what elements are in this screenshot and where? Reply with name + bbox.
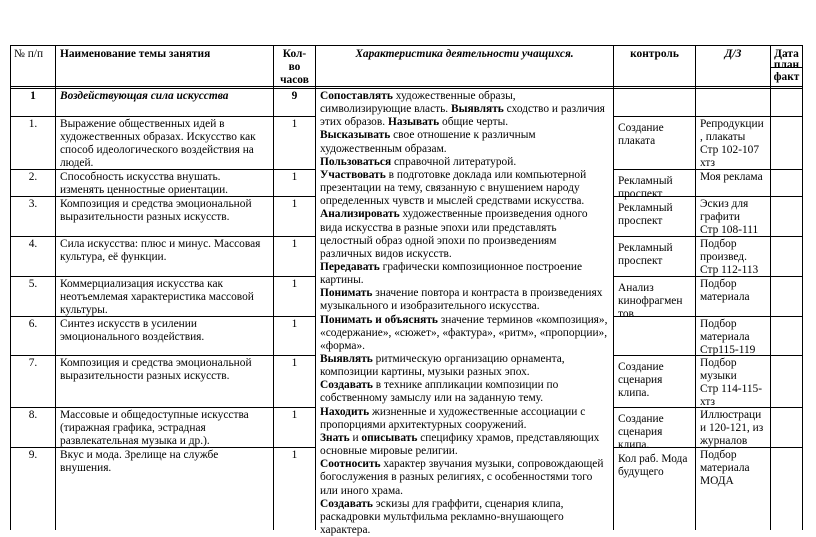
- characteristic-verb: Передавать: [320, 260, 380, 273]
- characteristic-text: или иного храма.: [320, 484, 404, 497]
- header-characteristic: Характеристика деятельности учащихся.: [355, 48, 574, 60]
- row-homework-line: произвед.: [700, 251, 747, 264]
- row-control-line: проспект: [618, 188, 663, 201]
- row-homework-line: Стр 108-111: [700, 224, 759, 237]
- characteristic-line: [320, 129, 536, 142]
- characteristic-line: [320, 379, 558, 392]
- row-homework-line: материала: [700, 331, 750, 344]
- characteristic-line: [320, 90, 516, 103]
- row-topic-line: эмоционального воздействия.: [60, 331, 205, 344]
- row-num: 4.: [28, 238, 38, 250]
- characteristic-text: картины.: [320, 274, 364, 287]
- row-hours: 1: [291, 118, 298, 130]
- characteristic-text: определенных чувств и мыслей средствами искусства.: [320, 195, 585, 208]
- row-topic-line: Массовые и общедоступные искусства: [60, 409, 249, 421]
- row-num: 8.: [28, 409, 38, 421]
- row-homework-line: хтз: [700, 396, 716, 409]
- row-homework-line: Репродукции: [700, 118, 764, 130]
- characteristic-line: [320, 182, 580, 195]
- characteristic-verb: Понимать и объяснять: [320, 313, 438, 326]
- header-control: контроль: [630, 48, 679, 60]
- characteristic-line: [320, 248, 452, 261]
- row-hours: 1: [291, 318, 298, 330]
- row-num: 3.: [28, 198, 38, 210]
- characteristic-line: [320, 156, 516, 169]
- row-homework-line: Иллюстраци: [700, 409, 762, 421]
- row-topic-line: Композиция и средства эмоциональной: [60, 198, 252, 210]
- row-topic-line: Коммерциализация искусства как: [60, 278, 224, 290]
- row-hours: 1: [291, 238, 298, 250]
- characteristic-text: художественные образы,: [392, 90, 516, 102]
- row-topic-line: художественных образах. Искусство как: [60, 131, 256, 144]
- row-num: 2.: [28, 171, 38, 183]
- header-homework: Д/З: [724, 48, 742, 60]
- row-num: 5.: [28, 278, 38, 290]
- row-control-line: сценария: [618, 426, 663, 439]
- characteristic-line: [320, 116, 508, 129]
- row-topic-line: (тиражная графика, эстрадная: [60, 422, 206, 435]
- row-hours: 1: [291, 278, 298, 290]
- characteristic-text: презентации на тему, связанную с внушением народу: [320, 182, 580, 195]
- row-homework-line: МОДА: [700, 475, 734, 488]
- row-homework-line: Стр115-119: [700, 344, 756, 357]
- row-control-line: Создание: [618, 122, 664, 134]
- row-topic-line: культура, её функции.: [60, 251, 167, 264]
- row-num: 1.: [28, 118, 38, 130]
- characteristic-text: различных видов искусств.: [320, 247, 452, 260]
- characteristic-line: [320, 406, 585, 419]
- characteristic-verb: Понимать: [320, 287, 373, 300]
- row-homework-line: материала: [700, 462, 750, 475]
- characteristic-line: [320, 195, 584, 208]
- row-control-line: Анализ: [618, 282, 654, 294]
- characteristic-verb: Анализировать: [320, 208, 400, 221]
- characteristic-line: [320, 287, 602, 300]
- row-topic-line: внушения.: [60, 462, 112, 475]
- row-homework-line: графити: [700, 211, 740, 224]
- characteristic-verb: Создавать: [320, 497, 373, 510]
- characteristic-text: художественным образам.: [320, 142, 447, 155]
- row-num: 9.: [28, 449, 38, 461]
- characteristic-text: «форма».: [320, 339, 366, 352]
- row-homework-line: Подбор: [700, 238, 737, 250]
- characteristic-line: [320, 208, 588, 221]
- row-control-line: плаката: [618, 135, 656, 148]
- characteristic-line: [320, 498, 563, 511]
- row-num: 7.: [28, 357, 38, 369]
- row-topic-line: Выражение общественных идей в: [60, 118, 225, 130]
- characteristic-text: этих образов.: [320, 116, 388, 129]
- header-topic: Наименование темы занятия: [60, 48, 211, 60]
- characteristic-text: пропорциями архитектурных сооружений.: [320, 418, 527, 431]
- row-control-line: Рекламный: [618, 175, 673, 187]
- section-num: 1: [30, 90, 36, 102]
- characteristic-line: [320, 511, 564, 524]
- header-date-2: план: [773, 59, 800, 71]
- characteristic-line: [320, 432, 599, 445]
- characteristic-line: [320, 222, 557, 235]
- row-hours: 1: [291, 357, 298, 369]
- characteristic-verb: Находить: [320, 405, 370, 418]
- characteristic-text: графически композиционное построение: [379, 260, 583, 273]
- row-hours: 1: [291, 449, 298, 461]
- characteristic-text: в подготовке доклада или компьютерной: [385, 168, 587, 181]
- header-count-3: часов: [280, 74, 309, 86]
- characteristic-text: характер звучания музыки, сопровождающей: [380, 458, 604, 471]
- row-homework-line: хтз: [700, 157, 716, 170]
- row-hours: 1: [291, 198, 298, 210]
- characteristic-text: и: [349, 431, 362, 444]
- row-topic-line: неотъемлемая характеристика массовой: [60, 291, 254, 304]
- row-topic-line: Вкус и мода. Зрелище на службе: [60, 449, 219, 461]
- header-date-3: факт: [773, 71, 800, 83]
- characteristic-verb: Выявлять: [320, 353, 373, 365]
- characteristic-text: богослужения в разных религиях, с особенностями того: [320, 471, 593, 484]
- row-control-line: проспект: [618, 215, 663, 228]
- characteristic-line: [320, 485, 403, 498]
- characteristic-verb: Соотносить: [320, 458, 381, 471]
- row-topic-line: выразительности разных искусств.: [60, 370, 230, 383]
- characteristic-line: [320, 353, 565, 366]
- characteristic-verb: Участвовать: [320, 168, 386, 181]
- characteristic-text: значение терминов «композиция»,: [437, 313, 608, 326]
- characteristic-text: свое отношение к различным: [390, 129, 536, 142]
- characteristic-text: значение повтора и контраста в произведениях: [372, 287, 603, 300]
- row-control-line: Создание: [618, 361, 664, 373]
- row-control-line: кинофрагмен: [618, 295, 683, 308]
- characteristic-text: жизненные и художественные ассоциации с: [369, 405, 586, 418]
- row-control-line: Рекламный: [618, 202, 673, 214]
- characteristic-line: [320, 103, 605, 116]
- characteristic-verb: Называть: [387, 116, 440, 129]
- row-homework-line: Подбор: [700, 318, 737, 330]
- characteristic-text: символизирующие власть.: [320, 103, 451, 116]
- row-homework-line: Стр 114-115-: [700, 383, 763, 396]
- row-topic-line: выразительности разных искусств.: [60, 211, 230, 224]
- row-homework-line: Подбор: [700, 278, 737, 290]
- row-homework-line: материала: [700, 291, 750, 304]
- row-control-line: будущего: [618, 466, 664, 479]
- row-topic-line: Сила искусства: плюс и минус. Массовая: [60, 238, 261, 250]
- characteristic-text: композиции картины, музыки разных эпох.: [320, 366, 530, 379]
- row-topic-line: Композиция и средства эмоциональной: [60, 357, 252, 369]
- characteristic-verb: описывать: [361, 431, 418, 444]
- row-hours: 1: [291, 171, 298, 183]
- characteristic-line: [320, 314, 607, 327]
- characteristic-line: [320, 143, 447, 156]
- characteristic-line: [320, 392, 543, 405]
- row-hours: 1: [291, 409, 298, 421]
- row-num: 6.: [28, 318, 38, 330]
- characteristic-text: вида искусства в разные эпохи или представлять: [320, 221, 557, 234]
- row-control-line: Рекламный: [618, 242, 673, 254]
- row-control-line: Создание: [618, 413, 664, 425]
- row-control-line: тов: [618, 308, 634, 321]
- characteristic-text: специфику храмов, представляющих: [417, 431, 600, 444]
- header-date-1: Дата: [774, 48, 799, 60]
- characteristic-text: раскадровки мультфильма рекламно-внушающего: [320, 510, 564, 523]
- characteristic-text: эскизы для граффити, сценария клипа,: [372, 497, 564, 510]
- characteristic-verb: Пользоваться: [320, 155, 392, 168]
- row-control-line: проспект: [618, 255, 663, 268]
- section-hours: 9: [291, 90, 298, 102]
- row-topic-line: культуры.: [60, 304, 108, 317]
- characteristic-line: [320, 274, 364, 287]
- characteristic-text: справочной литературой.: [391, 155, 517, 168]
- row-topic-line: Способность искусства внушать.: [60, 171, 221, 183]
- characteristic-text: основные мировые религии.: [320, 445, 458, 458]
- characteristic-text: ритмическую организацию орнамента,: [372, 353, 565, 365]
- characteristic-line: [320, 340, 365, 353]
- characteristic-line: [320, 300, 540, 313]
- characteristic-text: сходство и различия: [503, 103, 605, 116]
- row-topic-line: людей.: [60, 157, 94, 170]
- characteristic-text: общие черты.: [439, 116, 509, 129]
- row-homework-line: музыки: [700, 370, 737, 383]
- characteristic-verb: Выявлять: [451, 103, 504, 116]
- characteristic-verb: Высказывать: [320, 129, 391, 142]
- section-title: Воздействующая сила искусства: [60, 90, 229, 102]
- row-homework-line: Моя реклама: [700, 171, 763, 183]
- characteristic-text: музыкального и изобразительного искусства.: [320, 300, 540, 313]
- row-control-line: сценария: [618, 374, 663, 387]
- row-homework-line: Эскиз для: [700, 198, 749, 210]
- row-homework-line: , плакаты: [700, 131, 746, 144]
- row-control-line: клипа.: [618, 387, 650, 400]
- characteristic-text: характера.: [320, 523, 371, 536]
- row-homework-line: Подбор: [700, 449, 737, 461]
- row-topic-line: развлекательная музыка и др.).: [60, 435, 210, 448]
- header-count-2: во: [288, 61, 301, 73]
- characteristic-line: [320, 524, 370, 537]
- characteristic-verb: Создавать: [320, 379, 373, 392]
- row-control-line: клипа.: [618, 439, 650, 452]
- row-topic-line: Синтез искусств в усилении: [60, 318, 197, 330]
- characteristic-line: [320, 445, 458, 458]
- characteristic-text: художественные произведения одного: [399, 208, 588, 221]
- characteristic-text: «содержание», «сюжет», «фактура», «ритм», «пропорции»,: [320, 326, 608, 339]
- row-homework-line: Подбор: [700, 357, 737, 369]
- header-num: № п/п: [14, 48, 44, 60]
- characteristic-line: [320, 327, 607, 340]
- row-topic-line: способ идеологического воздействия на: [60, 144, 254, 157]
- row-homework-line: журналов: [700, 435, 748, 448]
- characteristic-verb: Знать: [320, 431, 350, 444]
- row-topic-line: изменять ценностные ориентации.: [60, 184, 229, 197]
- row-control-line: Кол раб. Мода: [618, 453, 688, 465]
- characteristic-line: [320, 366, 530, 379]
- characteristic-text: целостный образ одной эпохи по произведениям: [320, 234, 557, 247]
- row-homework-line: Стр 112-113: [700, 264, 759, 277]
- characteristic-line: [320, 235, 557, 248]
- characteristic-verb: Сопоставлять: [320, 90, 393, 102]
- characteristic-line: [320, 419, 526, 432]
- row-homework-line: и 120-121, из: [700, 422, 764, 435]
- characteristic-line: [320, 471, 592, 484]
- header-count-1: Кол-: [282, 48, 307, 60]
- characteristic-line: [320, 458, 603, 471]
- characteristic-line: [320, 169, 586, 182]
- characteristic-text: в технике аппликации композиции по: [372, 379, 559, 392]
- characteristic-text: собственному замыслу или на заданную тему.: [320, 392, 544, 405]
- row-homework-line: Стр 102-107: [700, 144, 760, 157]
- characteristic-line: [320, 261, 582, 274]
